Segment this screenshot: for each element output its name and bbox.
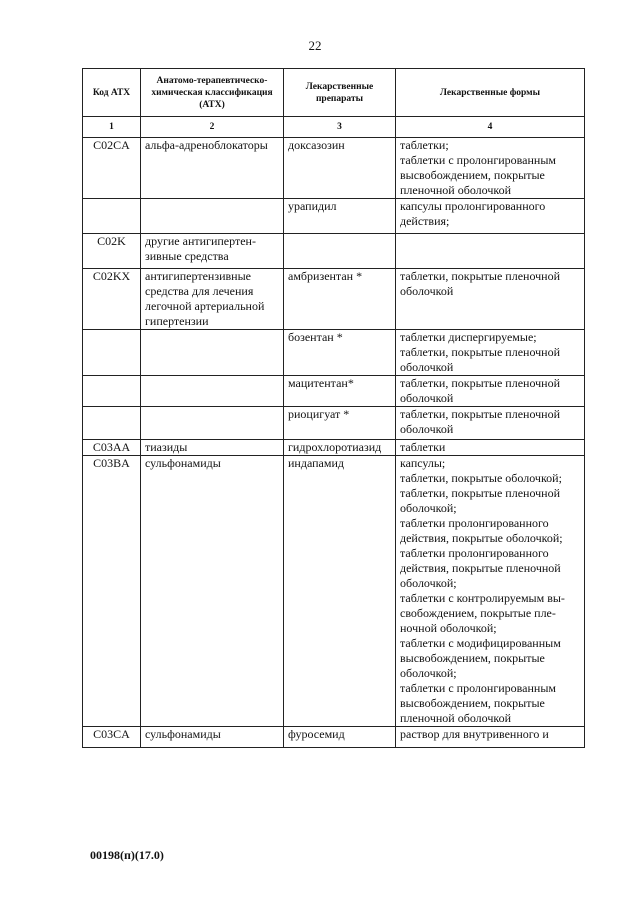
drug-name-cell: амбризентан * xyxy=(284,269,396,330)
atx-group-cell xyxy=(141,199,284,234)
atx-code-cell xyxy=(83,407,141,440)
atx-group-cell: сульфонамиды xyxy=(141,727,284,748)
drug-name-cell: бозентан * xyxy=(284,330,396,376)
drug-name-cell: фуросемид xyxy=(284,727,396,748)
atx-group-cell xyxy=(141,376,284,407)
dosage-forms-cell: таблетки диспергируемые; таблетки, покрытые пленочной оболочкой xyxy=(396,330,585,376)
atx-group-cell: другие антигипертен- зивные средства xyxy=(141,234,284,269)
page-number: 22 xyxy=(308,38,322,53)
dosage-forms-cell: капсулы пролонгированного действия; xyxy=(396,199,585,234)
dosage-forms-cell: таблетки, покрытые пленочной оболочкой xyxy=(396,376,585,407)
atx-group-cell: антигипертензивные средства для лечения легочной артериальной гипертензии xyxy=(141,269,284,330)
table-row xyxy=(83,138,585,199)
table-row xyxy=(83,440,585,456)
atx-code-cell: C02CA xyxy=(83,138,141,199)
table-row xyxy=(83,376,585,407)
dosage-forms-cell xyxy=(396,234,585,269)
atx-code-cell: C03AA xyxy=(83,440,141,456)
table-row xyxy=(83,407,585,440)
header-drugs: Лекарственные препараты xyxy=(284,69,396,117)
atx-code-cell: C02K xyxy=(83,234,141,269)
drug-name-cell xyxy=(284,234,396,269)
header-atx-code: Код АТХ xyxy=(83,69,141,117)
dosage-forms-cell: таблетки, покрытые пленочной оболочкой xyxy=(396,407,585,440)
atx-code-cell: C02KX xyxy=(83,269,141,330)
drug-name-cell: мацитентан* xyxy=(284,376,396,407)
atx-group-cell xyxy=(141,330,284,376)
dosage-forms-cell: раствор для внутривенного и xyxy=(396,727,585,748)
atx-code-cell xyxy=(83,376,141,407)
atx-drug-table xyxy=(82,68,585,748)
dosage-forms-cell: таблетки xyxy=(396,440,585,456)
table-row xyxy=(83,269,585,330)
column-number-row xyxy=(83,117,585,138)
table-row xyxy=(83,456,585,727)
drug-name-cell: гидрохлоротиазид xyxy=(284,440,396,456)
column-number: 4 xyxy=(396,117,585,138)
dosage-forms-cell: таблетки; таблетки с пролонгированным высвобождением, покрытые пленочной оболочкой xyxy=(396,138,585,199)
drug-name-cell: индапамид xyxy=(284,456,396,727)
atx-code-cell: C03BA xyxy=(83,456,141,727)
column-number: 1 xyxy=(83,117,141,138)
drug-name-cell: доксазозин xyxy=(284,138,396,199)
table-row xyxy=(83,330,585,376)
atx-group-cell: тиазиды xyxy=(141,440,284,456)
column-number: 2 xyxy=(141,117,284,138)
atx-code-cell: C03CA xyxy=(83,727,141,748)
atx-group-cell: альфа-адреноблокаторы xyxy=(141,138,284,199)
atx-code-cell xyxy=(83,199,141,234)
dosage-forms-cell: капсулы; таблетки, покрытые оболочкой; таблетки, покрытые пленочной оболочкой; таблетки пролонгированного действия, покрытые оболочкой; таблетки пролонгированного действия, покрытые пленочной оболочкой; таблетки с контролируемым вы- свобождением, покрытые пле- ночной оболочкой; таблетки с модифицированным высвобождением, покрытые оболочкой; таблетки с пролонгированным высвобождением, покрытые пленочной оболочкой xyxy=(396,456,585,727)
dosage-forms-cell: таблетки, покрытые пленочной оболочкой xyxy=(396,269,585,330)
drug-name-cell: риоцигуат * xyxy=(284,407,396,440)
atx-group-cell xyxy=(141,407,284,440)
table-row xyxy=(83,727,585,748)
atx-code-cell xyxy=(83,330,141,376)
document-code: 00198(п)(17.0) xyxy=(90,848,164,862)
drug-name-cell: урапидил xyxy=(284,199,396,234)
table-row xyxy=(83,234,585,269)
atx-group-cell: сульфонамиды xyxy=(141,456,284,727)
table-row xyxy=(83,199,585,234)
header-atx-classification: Анатомо-терапевтическо- химическая классификация (АТХ) xyxy=(141,69,284,117)
column-number: 3 xyxy=(284,117,396,138)
header-dosage-forms: Лекарственные формы xyxy=(396,69,585,117)
table-header-row xyxy=(83,69,585,117)
